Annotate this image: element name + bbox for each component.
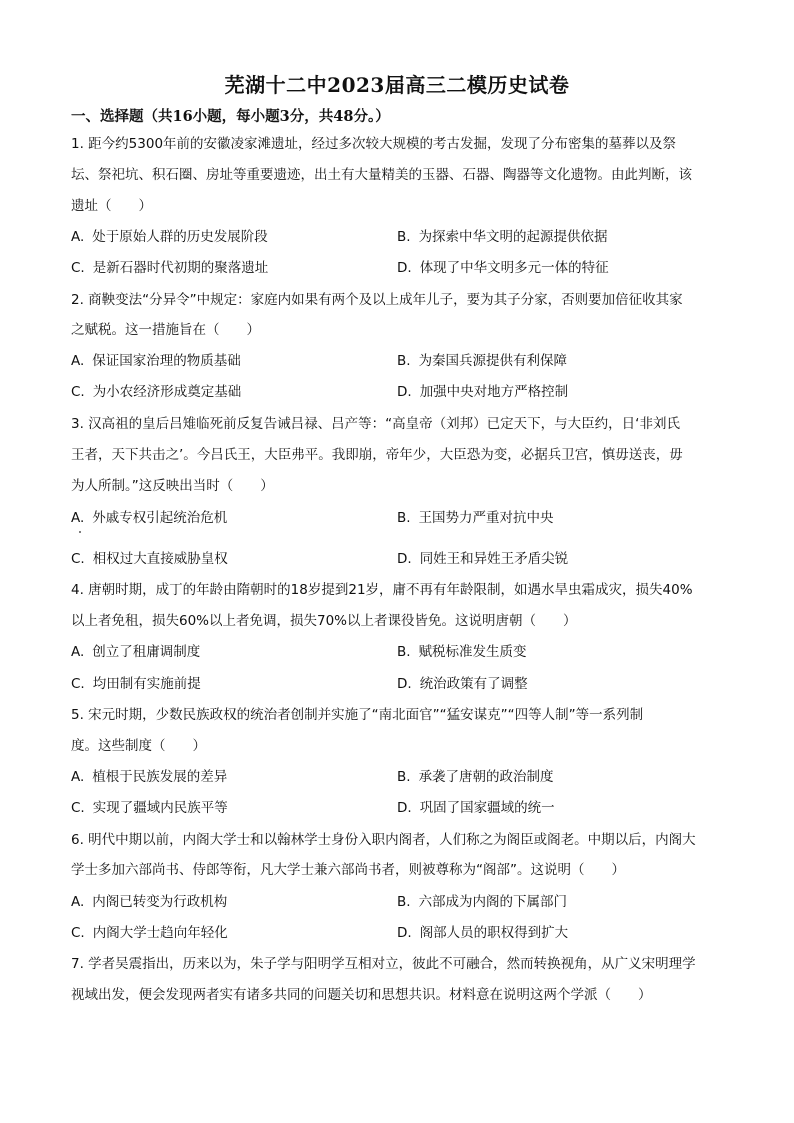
question-6-option-d[interactable]: [397, 923, 568, 943]
option-letter: B.: [397, 769, 411, 785]
option-letter: C.: [71, 925, 85, 941]
option-letter: B.: [397, 353, 411, 369]
option-letter: A.: [71, 894, 85, 910]
option-text: 内阁已转变为行政机构: [92, 894, 228, 910]
question-3-option-c[interactable]: [71, 549, 228, 569]
option-text: 六部成为内阁的下属部门: [418, 894, 568, 910]
option-text: 外戚专权引起统治危机: [92, 510, 228, 526]
question-3-option-a[interactable]: [71, 508, 227, 528]
option-letter: D.: [397, 800, 412, 816]
option-letter: B.: [397, 644, 411, 660]
option-letter: B.: [397, 229, 411, 245]
question-1-option-a[interactable]: [71, 227, 268, 247]
option-letter: D.: [397, 260, 412, 276]
question-2-option-b[interactable]: [397, 351, 567, 371]
question-1-line-3: 遗址（ ）: [71, 198, 152, 214]
question-1-line-1: 1. 距今约5300年前的安徽凌家滩遗址，经过多次较大规模的考古发掘，发现了分布密集的墓葬以及祭: [71, 136, 677, 152]
option-letter: A.: [71, 353, 85, 369]
question-4-option-c[interactable]: [71, 674, 201, 694]
option-text: 统治政策有了调整: [419, 676, 528, 692]
question-7-line-2: 视域出发，便会发现两者实有诸多共同的问题关切和思想共识。材料意在说明这两个学派（ ）: [71, 987, 652, 1003]
question-3-option-d[interactable]: [397, 549, 568, 569]
option-text: 承袭了唐朝的政治制度: [418, 769, 554, 785]
option-text: 同姓王和异姓王矛盾尖锐: [419, 551, 569, 567]
question-5-option-c[interactable]: [71, 798, 228, 818]
question-5-option-d[interactable]: [397, 798, 555, 818]
option-text: 保证国家治理的物质基础: [92, 353, 241, 369]
option-text: 为探索中华文明的起源提供依据: [418, 229, 608, 245]
option-letter: A.: [71, 644, 85, 660]
question-6-option-c[interactable]: [71, 923, 228, 943]
question-5-line-1: 5. 宋元时期，少数民族政权的统治者创制并实施了“南北面官”“猛安谋克”“四等人制”等一系列制: [71, 707, 644, 723]
question-2-option-a[interactable]: [71, 351, 241, 371]
question-2-line-2: 之赋税。这一措施旨在（ ）: [71, 322, 260, 338]
option-text: 为秦国兵源提供有利保障: [418, 353, 568, 369]
question-4-option-d[interactable]: [397, 674, 528, 694]
option-text: 内阁大学士趋向年轻化: [92, 925, 228, 941]
option-text: 处于原始人群的历史发展阶段: [92, 229, 268, 245]
option-text: 均田制有实施前提: [92, 676, 201, 692]
option-letter: A.: [71, 510, 85, 526]
stray-dot-mark: [79, 531, 81, 533]
option-text: 王国势力严重对抗中央: [418, 510, 554, 526]
question-4-line-2: 以上者免租，损失60%以上者免调，损失70%以上者课役皆免。这说明唐朝（ ）: [71, 613, 577, 629]
question-5-line-2: 度。这些制度（ ）: [71, 738, 206, 754]
option-text: 赋税标准发生质变: [418, 644, 527, 660]
question-3-line-2: 王者，天下共击之’。今吕氏王，大臣弗平。我即崩，帝年少，大臣恐为变，必据兵卫宫，慎毋送丧，毋: [71, 447, 683, 463]
question-6-line-1: 6. 明代中期以前，内阁大学士和以翰林学士身份入职内阁者，人们称之为阁臣或阁老。中期以后，内阁大: [71, 832, 696, 848]
question-1-option-b[interactable]: [397, 227, 608, 247]
option-text: 阁部人员的职权得到扩大: [419, 925, 569, 941]
question-2-option-c[interactable]: [71, 382, 241, 402]
option-text: 是新石器时代初期的聚落遗址: [92, 260, 269, 276]
option-letter: C.: [71, 676, 85, 692]
question-7-line-1: 7. 学者吴震指出，历来以为，朱子学与阳明学互相对立，彼此不可融合，然而转换视角，从广义宋明理学: [71, 956, 696, 972]
question-1-option-c[interactable]: [71, 258, 268, 278]
option-text: 植根于民族发展的差异: [92, 769, 228, 785]
option-letter: C.: [71, 800, 85, 816]
section-heading: 一、选择题（共16小题，每小题3分，共48分。）: [71, 108, 390, 125]
option-letter: A.: [71, 229, 85, 245]
option-text: 加强中央对地方严格控制: [419, 384, 569, 400]
question-2-line-1: 2. 商鞅变法“分异令”中规定：家庭内如果有两个及以上成年儿子，要为其子分家，否则要加倍征收其家: [71, 292, 683, 308]
question-3-option-b[interactable]: [397, 508, 554, 528]
question-3-line-1: 3. 汉高祖的皇后吕雉临死前反复告诫吕禄、吕产等：“高皇帝（刘邦）已定天下，与大臣约，日‘非刘氏: [71, 416, 680, 432]
question-1-line-2: 坛、祭祀坑、积石圈、房址等重要遗迹，出土有大量精美的玉器、石器、陶器等文化遗物。由此判断，该: [71, 167, 692, 183]
option-letter: B.: [397, 894, 411, 910]
option-text: 体现了中华文明多元一体的特征: [419, 260, 609, 276]
question-6-line-2: 学士多加六部尚书、侍郎等衔，凡大学士兼六部尚书者，则被尊称为“阁部”。这说明（ ）: [71, 862, 625, 878]
question-6-option-a[interactable]: [71, 892, 227, 912]
option-letter: A.: [71, 769, 85, 785]
option-letter: B.: [397, 510, 411, 526]
question-4-line-1: 4. 唐朝时期，成丁的年龄由隋朝时的18岁提到21岁，庸不再有年龄限制，如遇水旱虫霜成灾，损失40%: [71, 582, 693, 598]
question-1-option-d[interactable]: [397, 258, 609, 278]
question-5-option-b[interactable]: [397, 767, 554, 787]
option-letter: D.: [397, 676, 412, 692]
option-letter: C.: [71, 551, 85, 567]
option-letter: D.: [397, 384, 412, 400]
question-2-option-d[interactable]: [397, 382, 568, 402]
option-letter: D.: [397, 925, 412, 941]
option-text: 巩固了国家疆域的统一: [419, 800, 555, 816]
question-4-option-a[interactable]: [71, 642, 200, 662]
option-text: 相权过大直接威胁皇权: [92, 551, 228, 567]
exam-title: 芜湖十二中2023届高三二模历史试卷: [224, 73, 570, 97]
question-5-option-a[interactable]: [71, 767, 227, 787]
question-4-option-b[interactable]: [397, 642, 527, 662]
option-text: 创立了租庸调制度: [92, 644, 201, 660]
question-6-option-b[interactable]: [397, 892, 567, 912]
option-text: 实现了疆域内民族平等: [92, 800, 228, 816]
option-text: 为小农经济形成奠定基础: [92, 384, 242, 400]
option-letter: C.: [71, 260, 85, 276]
question-3-line-3: 为人所制。”这反映出当时（ ）: [71, 478, 274, 494]
option-letter: C.: [71, 384, 85, 400]
option-letter: D.: [397, 551, 412, 567]
